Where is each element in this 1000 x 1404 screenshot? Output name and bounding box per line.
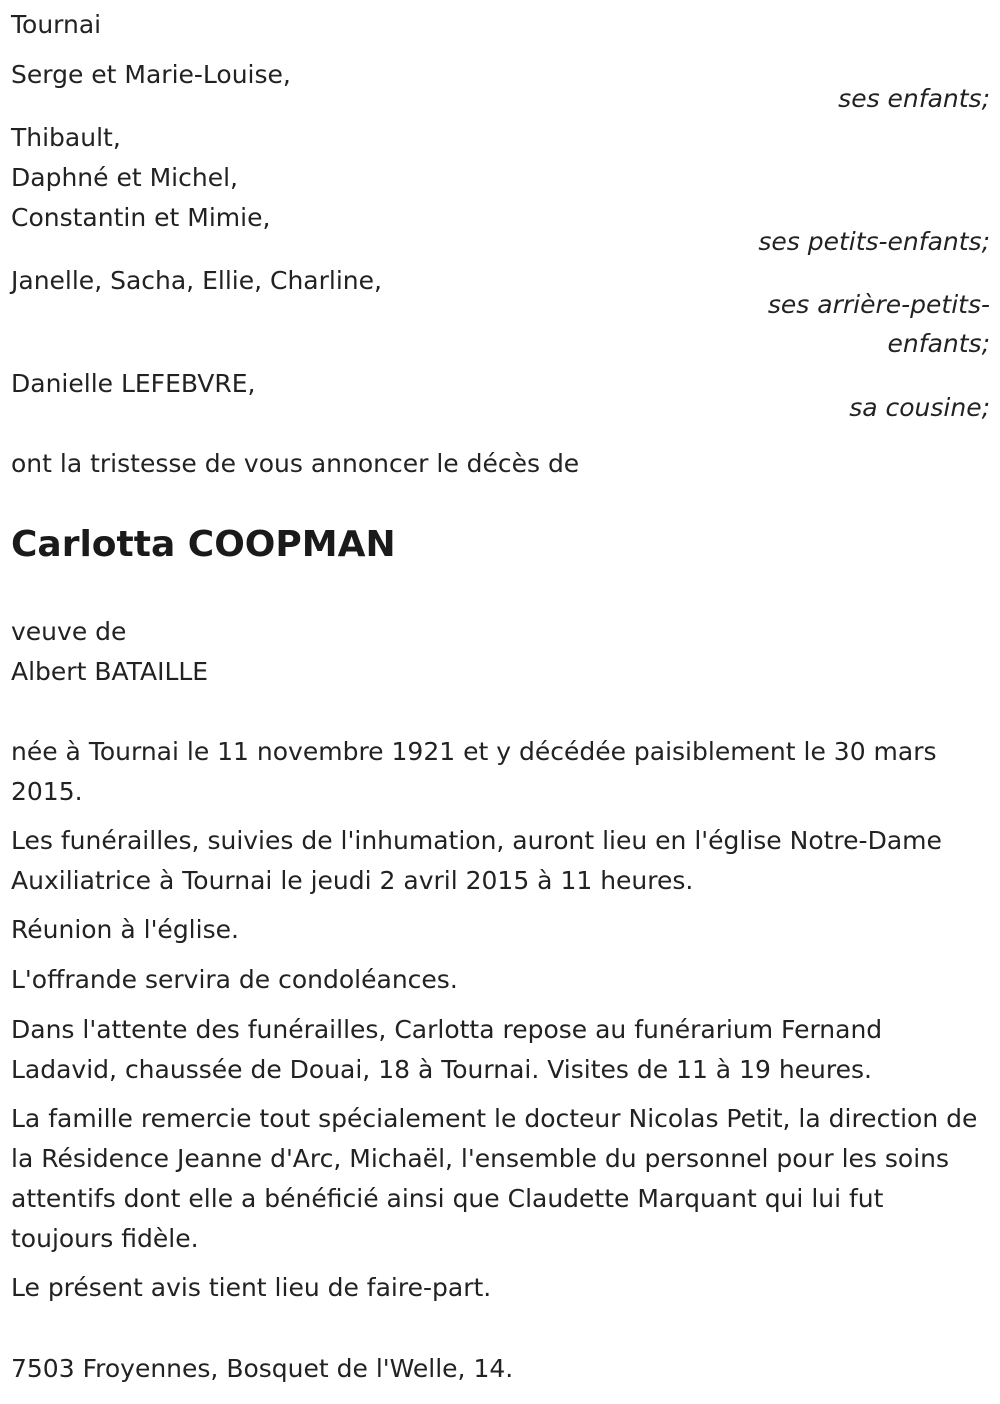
cousin-name: Danielle LEFEBVRE, xyxy=(11,369,256,398)
offering-paragraph: L'offrande servira de condoléances. xyxy=(11,965,458,994)
deceased-name: Carlotta COOPMAN xyxy=(11,524,396,565)
meeting-paragraph: Réunion à l'église. xyxy=(11,915,239,944)
birth-death-paragraph: née à Tournai le 11 novembre 1921 et y décédée paisiblement le 30 mars 2015. xyxy=(11,737,937,806)
children-role: ses enfants; xyxy=(838,84,990,113)
children-names: Serge et Marie-Louise, xyxy=(11,60,291,89)
spouse-name: Albert BATAILLE xyxy=(11,657,209,686)
cousin-role: sa cousine; xyxy=(849,393,990,422)
funerarium-paragraph: Dans l'attente des funérailles, Carlotta repose au funérarium Fernand Ladavid, chaussée de Douai, 18 à Tournai. Visites de 11 à 19 heures. xyxy=(11,1015,883,1084)
grandchildren-role: ses petits-enfants; xyxy=(758,227,990,256)
announcement-text: ont la tristesse de vous annoncer le décès de xyxy=(11,449,580,478)
grandchild-line-3: Constantin et Mimie, xyxy=(11,203,271,232)
grandchild-line-2: Daphné et Michel, xyxy=(11,163,238,192)
widow-of-label: veuve de xyxy=(11,617,127,646)
great-grandchildren-names: Janelle, Sacha, Ellie, Charline, xyxy=(11,266,382,295)
great-grandchildren-role-line-1: ses arrière-petits- xyxy=(767,290,990,319)
grandchild-line-1: Thibault, xyxy=(11,123,121,152)
notice-paragraph: Le présent avis tient lieu de faire-part. xyxy=(11,1273,492,1302)
thanks-paragraph: La famille remercie tout spécialement le docteur Nicolas Petit, la direction de la Résidence Jeanne d'Arc, Michaël, l'ensemble du personnel pour les soins attentifs dont elle a bénéficié ainsi que Claudette Marquant qui lui fut toujours fidèle. xyxy=(11,1104,978,1253)
great-grandchildren-role-line-2: enfants; xyxy=(887,329,990,358)
city-heading: Tournai xyxy=(11,10,102,39)
funeral-paragraph: Les funérailles, suivies de l'inhumation, auront lieu en l'église Notre-Dame Auxiliatrice à Tournai le jeudi 2 avril 2015 à 11 heures. xyxy=(11,826,942,895)
address-line: 7503 Froyennes, Bosquet de l'Welle, 14. xyxy=(11,1354,514,1383)
